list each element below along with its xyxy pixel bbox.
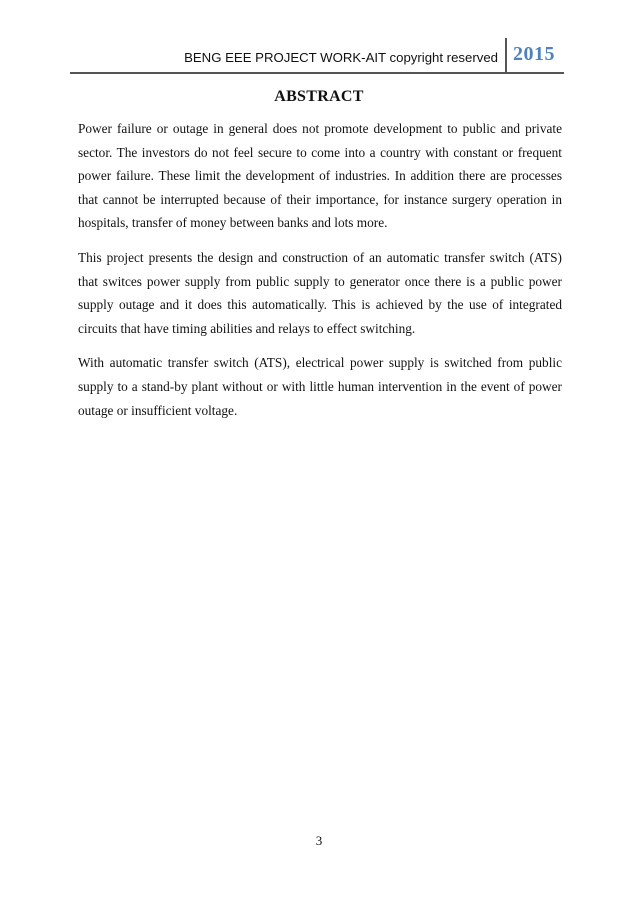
page-header bbox=[70, 38, 564, 74]
paragraph: With automatic transfer switch (ATS), electrical power supply is switched from public supply to a stand-by plant without or with little human intervention in the event of power outage or insufficient voltage. bbox=[78, 355, 562, 418]
page-number: 3 bbox=[315, 833, 323, 848]
document-title: ABSTRACT bbox=[274, 88, 364, 105]
header-year: 2015 bbox=[513, 43, 555, 65]
document-body bbox=[78, 117, 562, 433]
header-title: BENG EEE PROJECT WORK-AIT copyright reserved bbox=[184, 50, 498, 65]
paragraph: Power failure or outage in general does not promote development to public and private sector. The investors do not feel secure to come into a country with constant or frequent power failure. These limit the development of industries. In addition there are processes that cannot be interrupted because of their importance, for instance surgery operation in hospitals, transfer of money between banks and lots more. bbox=[78, 121, 562, 231]
header-rule bbox=[70, 72, 564, 74]
header-divider bbox=[505, 38, 507, 74]
paragraph: This project presents the design and construction of an automatic transfer switch (ATS) that switces power supply from public supply to generator once there is a public power supply outage and it does this automatically. This is achieved by the use of integrated circuits that have timing abilities and relays to effect switching. bbox=[78, 249, 562, 336]
